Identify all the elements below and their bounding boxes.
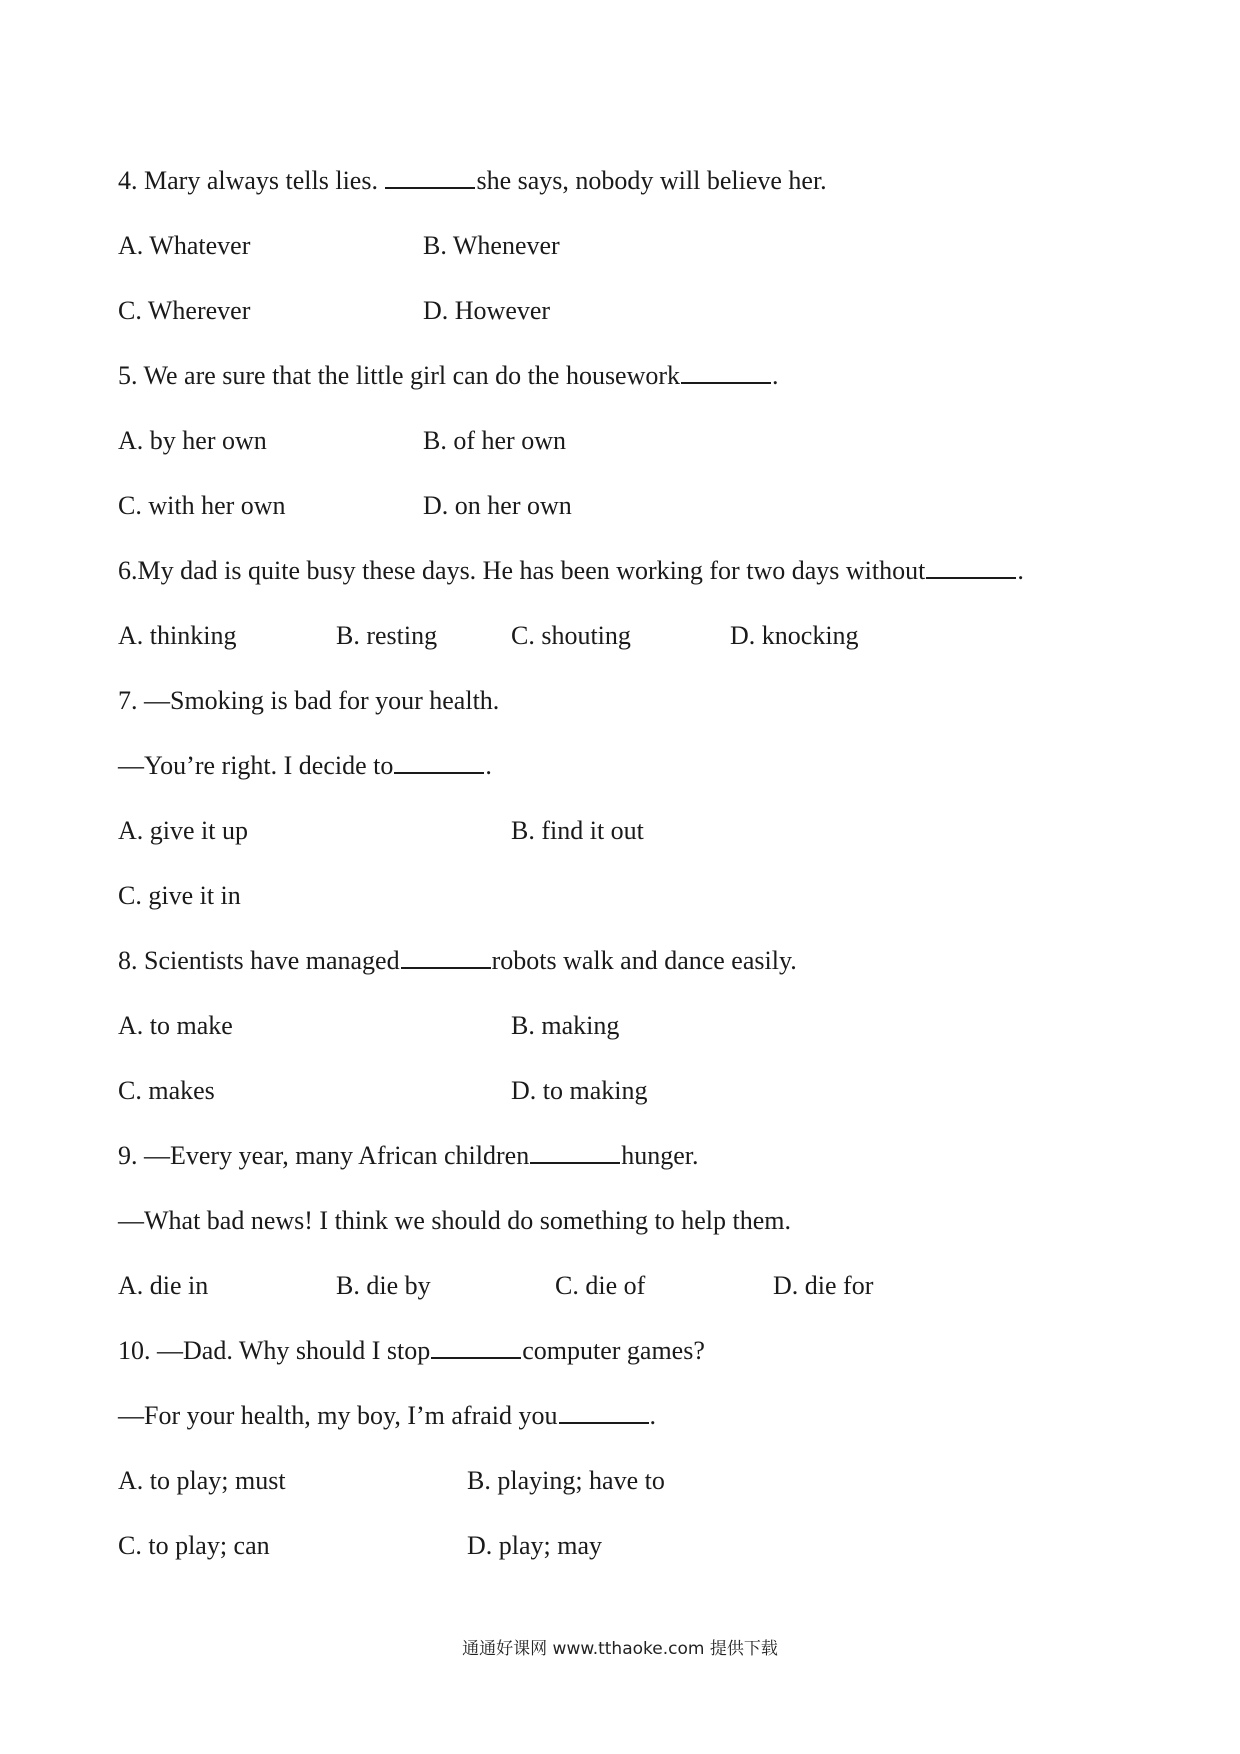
question-7-text-after: . [485,751,492,780]
question-7-option-a[interactable]: A. give it up [118,816,248,845]
question-4-text-before: 4. Mary always tells lies. [118,166,385,195]
page-footer: 通通好课网 www.tthaoke.com 提供下载 [462,1639,778,1659]
question-6-option-a[interactable]: A. thinking [118,621,237,650]
question-8-text-before: 8. Scientists have managed [118,946,400,975]
question-6-option-d[interactable]: D. knocking [730,621,859,650]
question-5-text-before: 5. We are sure that the little girl can do the housework [118,361,681,390]
question-10-text-before: 10. —Dad. Why should I stop [118,1336,431,1365]
question-6-stem [118,555,1024,587]
question-4-option-d[interactable]: D. However [423,296,551,325]
question-10-line-2 [118,1400,656,1432]
question-8-option-c[interactable]: C. makes [118,1076,215,1105]
answer-blank [431,1337,521,1359]
question-5-stem [118,360,779,392]
question-7-option-c[interactable]: C. give it in [118,881,241,910]
question-4-text-after: she says, nobody will believe her. [476,166,827,195]
question-10-text-after-2: . [649,1401,656,1430]
question-6-option-b[interactable]: B. resting [336,621,438,650]
answer-blank [385,167,475,189]
question-8-option-d[interactable]: D. to making [511,1076,648,1105]
question-9-option-d[interactable]: D. die for [773,1271,874,1300]
question-5-option-a[interactable]: A. by her own [118,426,267,455]
question-9-line-2: —What bad news! I think we should do something to help them. [118,1206,792,1235]
question-5-option-d[interactable]: D. on her own [423,491,572,520]
question-9-line-1 [118,1140,698,1172]
answer-blank [926,557,1016,579]
question-8-option-b[interactable]: B. making [511,1011,620,1040]
question-6-option-c[interactable]: C. shouting [511,621,631,650]
question-6-text-before: 6.My dad is quite busy these days. He has been working for two days without [118,556,926,585]
question-7-option-b[interactable]: B. find it out [511,816,644,845]
answer-blank [559,1402,649,1424]
question-5-option-b[interactable]: B. of her own [423,426,566,455]
question-9-option-a[interactable]: A. die in [118,1271,209,1300]
question-10-option-b[interactable]: B. playing; have to [467,1466,665,1495]
question-9-option-b[interactable]: B. die by [336,1271,431,1300]
question-4-stem [118,165,827,197]
question-9-text-after: hunger. [621,1141,699,1170]
question-10-option-a[interactable]: A. to play; must [118,1466,286,1495]
question-4-option-c[interactable]: C. Wherever [118,296,251,325]
question-7-line-2 [118,750,492,782]
question-10-text-after: computer games? [522,1336,705,1365]
answer-blank [401,947,491,969]
question-10-text-before-2: —For your health, my boy, I’m afraid you [118,1401,558,1430]
question-4-option-a[interactable]: A. Whatever [118,231,251,260]
question-5-option-c[interactable]: C. with her own [118,491,286,520]
question-5-text-after: . [772,361,779,390]
question-10-line-1 [118,1335,705,1367]
answer-blank [394,752,484,774]
question-7-line-1: 7. —Smoking is bad for your health. [118,686,500,715]
question-4-option-b[interactable]: B. Whenever [423,231,560,260]
question-9-text-before: 9. —Every year, many African children [118,1141,530,1170]
question-9-option-c[interactable]: C. die of [555,1271,646,1300]
question-10-option-c[interactable]: C. to play; can [118,1531,270,1560]
answer-blank [530,1142,620,1164]
question-8-stem [118,945,797,977]
question-7-text-before: —You’re right. I decide to [118,751,394,780]
answer-blank [681,362,771,384]
question-10-option-d[interactable]: D. play; may [467,1531,603,1560]
question-8-option-a[interactable]: A. to make [118,1011,233,1040]
question-6-text-after: . [1017,556,1024,585]
question-8-text-after: robots walk and dance easily. [491,946,797,975]
